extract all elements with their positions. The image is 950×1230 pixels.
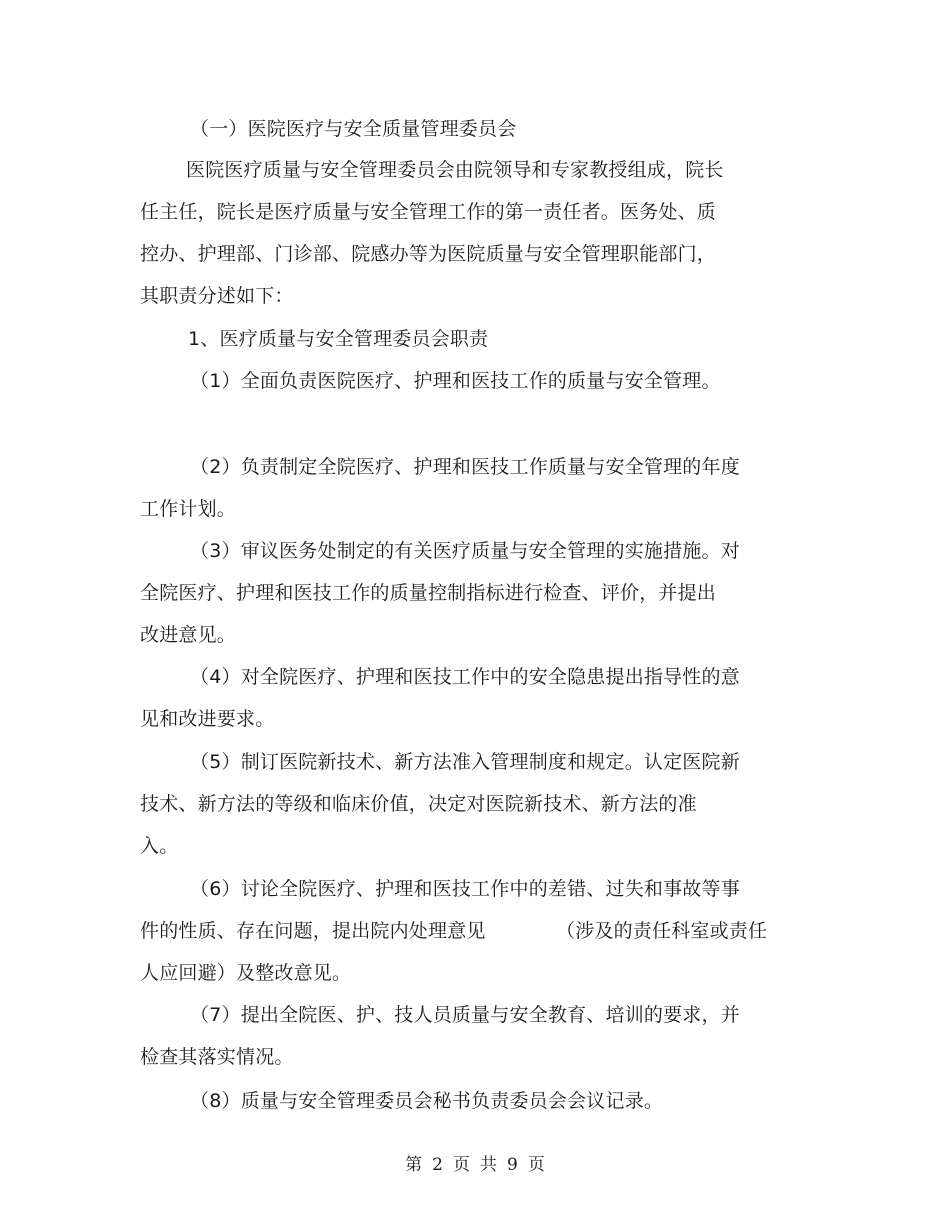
item-4-line-2: 见和改进要求。 xyxy=(140,708,275,730)
footer-current-page: 2 xyxy=(432,1155,443,1175)
item-7-line-1: （7）提出全院医、护、技人员质量与安全教育、培训的要求，并 xyxy=(190,1004,740,1026)
item-2-line-1: （2）负责制定全院医疗、护理和医技工作质量与安全管理的年度 xyxy=(190,456,740,478)
item-6-line-2a: 件的性质、存在问题，提出院内处理意见 xyxy=(140,920,486,942)
item-2-line-2: 工作计划。 xyxy=(140,498,237,520)
item-4-line-1: （4）对全院医疗、护理和医技工作中的安全隐患提出指导性的意 xyxy=(190,666,740,688)
footer-total-word: 共 xyxy=(480,1155,497,1175)
intro-line-3: 控办、护理部、门诊部、院感办等为医院质量与安全管理职能部门， xyxy=(140,243,717,265)
item-3-line-2: 全院医疗、护理和医技工作的质量控制指标进行检查、评价，并提出 xyxy=(140,582,717,604)
footer-suffix: 页 xyxy=(527,1155,545,1175)
item-1-line-1: （1）全面负责医院医疗、护理和医技工作的质量与安全管理。 xyxy=(190,370,721,392)
item-6-line-2b: （涉及的责任科室或责任 xyxy=(556,920,768,942)
intro-line-1: 医院医疗质量与安全管理委员会由院领导和专家教授组成，院长 xyxy=(186,159,724,181)
footer-total-pages: 9 xyxy=(507,1155,518,1175)
subsection-title: 1、医疗质量与安全管理委员会职责 xyxy=(188,328,489,350)
footer-page-word: 页 xyxy=(453,1155,470,1175)
item-5-line-1: （5）制订医院新技术、新方法准入管理制度和规定。认定医院新 xyxy=(190,751,740,773)
intro-line-4: 其职责分述如下： xyxy=(140,285,294,307)
intro-line-2: 任主任，院长是医疗质量与安全管理工作的第一责任者。医务处、质 xyxy=(140,201,717,223)
item-7-line-2: 检查其落实情况。 xyxy=(140,1046,294,1068)
item-3-line-3: 改进意见。 xyxy=(140,624,237,646)
item-3-line-1: （3）审议医务处制定的有关医疗质量与安全管理的实施措施。对 xyxy=(190,540,740,562)
item-5-line-2: 技术、新方法的等级和临床价值，决定对医院新技术、新方法的准 xyxy=(140,793,697,815)
page-footer xyxy=(0,1154,950,1176)
item-5-line-3: 入。 xyxy=(140,835,179,857)
footer-prefix: 第 xyxy=(405,1155,423,1175)
section-heading: （一）医院医疗与安全质量管理委员会 xyxy=(190,118,517,140)
item-6-line-3: 人应回避）及整改意见。 xyxy=(140,962,352,984)
item-8-line-1: （8）质量与安全管理委员会秘书负责委员会会议记录。 xyxy=(190,1090,664,1112)
item-6-line-1: （6）讨论全院医疗、护理和医技工作中的差错、过失和事故等事 xyxy=(190,878,740,900)
